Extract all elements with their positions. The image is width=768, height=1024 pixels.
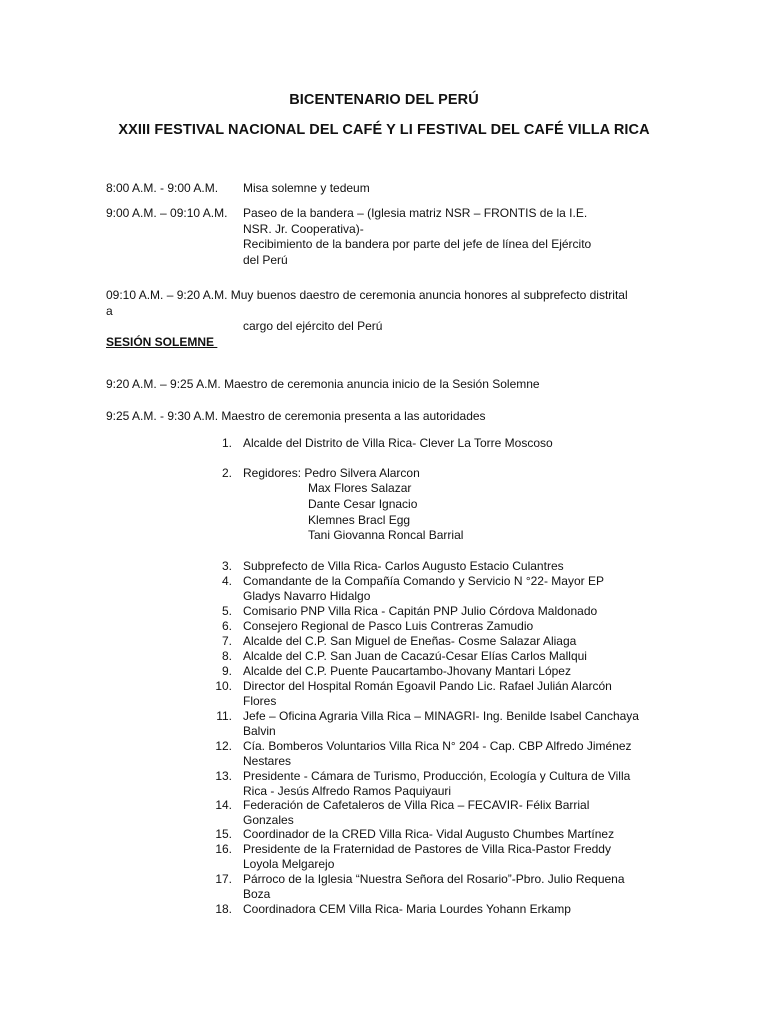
list-text: Coordinador de la CRED Villa Rica- Vidal Augusto Chumbes Martínez [243,827,615,841]
regidor-name: Klemnes Bracl Egg [308,513,411,527]
list-number: 5. [221,604,232,618]
list-number: 12. [215,739,232,753]
list-text: Gonzales [243,813,294,827]
document-subtitle: XXIII FESTIVAL NACIONAL DEL CAFÉ Y LI FESTIVAL DEL CAFÉ VILLA RICA [118,122,650,138]
list-text: Balvin [243,724,276,738]
schedule-time: 8:00 A.M. - 9:00 A.M. [106,181,219,195]
list-text: Rica - Jesús Alfredo Ramos Paquiyauri [243,784,452,798]
list-text: Cía. Bomberos Voluntarios Villa Rica N° 204 - Cap. CBP Alfredo Jiménez [243,739,632,753]
document-title: BICENTENARIO DEL PERÚ [289,92,479,108]
regidor-name: Dante Cesar Ignacio [308,497,418,511]
list-text: Comandante de la Compañía Comando y Servicio N °22- Mayor EP [243,574,604,588]
list-number: 2. [221,466,232,480]
list-text: Jefe – Oficina Agraria Villa Rica – MINAGRI- Ing. Benilde Isabel Canchaya [243,709,639,723]
list-text: Alcalde del C.P. Puente Paucartambo-Jhovany Mantari López [243,664,571,678]
list-text: Comisario PNP Villa Rica - Capitán PNP Julio Córdova Maldonado [243,604,598,618]
list-number: 7. [221,634,232,648]
list-text: Boza [243,887,271,901]
list-number: 3. [221,559,232,573]
list-number: 4. [221,574,232,588]
schedule-wrap: a [106,303,113,318]
list-number: 16. [215,842,232,856]
list-text: Alcalde del C.P. San Miguel de Eneñas- Cosme Salazar Aliaga [243,634,577,648]
list-text: Consejero Regional de Pasco Luis Contreras Zamudio [243,619,534,633]
list-text: Presidente de la Fraternidad de Pastores de Villa Rica-Pastor Freddy [243,842,611,856]
list-text: Regidores: Pedro Silvera Alarcon [243,466,420,480]
schedule-desc: del Perú [243,252,288,267]
list-text: Alcalde del Distrito de Villa Rica- Clever La Torre Moscoso [243,436,553,450]
list-number: 10. [215,679,232,693]
schedule-desc: Paseo de la bandera – (Iglesia matriz NSR – FRONTIS de la I.E. [243,206,588,220]
list-number: 13. [215,769,232,783]
list-number: 17. [215,872,232,886]
regidor-name: Max Flores Salazar [308,481,412,495]
list-number: 1. [221,436,232,450]
list-text: Coordinadora CEM Villa Rica- Maria Lourdes Yohann Erkamp [243,902,571,916]
list-number: 11. [216,709,232,723]
list-number: 18. [215,902,232,916]
schedule-desc: cargo del ejército del Perú [243,319,383,333]
schedule-text: 9:25 A.M. - 9:30 A.M. Maestro de ceremonia presenta a las autoridades [106,409,486,423]
list-number: 8. [221,649,232,663]
list-number: 15. [215,827,232,841]
schedule-desc: NSR. Jr. Cooperativa)- [243,221,364,236]
list-text: Párroco de la Iglesia “Nuestra Señora del Rosario”-Pbro. Julio Requena [243,872,625,886]
list-text: Subprefecto de Villa Rica- Carlos Augusto Estacio Culantres [243,559,564,573]
list-text: Nestares [243,754,292,768]
schedule-desc: Recibimiento de la bandera por parte del jefe de línea del Ejército [243,237,592,251]
list-text: Loyola Melgarejo [243,857,335,871]
list-number: 14. [215,798,232,812]
regidor-name: Tani Giovanna Roncal Barrial [308,528,464,542]
section-heading: SESIÓN SOLEMNE [106,335,218,349]
list-text: Presidente - Cámara de Turismo, Producción, Ecología y Cultura de Villa [243,769,631,783]
schedule-desc: Misa solemne y tedeum [243,181,370,195]
list-text: Federación de Cafetaleros de Villa Rica – FECAVIR- Félix Barrial [243,798,590,812]
list-text: Alcalde del C.P. San Juan de Cacazú-Cesar Elías Carlos Mallqui [243,649,587,663]
list-text: Gladys Navarro Hidalgo [243,589,371,603]
schedule-text: 9:20 A.M. – 9:25 A.M. Maestro de ceremonia anuncia inicio de la Sesión Solemne [106,377,540,391]
schedule-time: 09:10 A.M. – 9:20 A.M. Muy buenos daestro de ceremonia anuncia honores al subprefecto distrital [106,288,628,302]
list-number: 9. [221,664,232,678]
list-text: Director del Hospital Román Egoavil Pando Lic. Rafael Julián Alarcón [243,679,612,693]
schedule-time: 9:00 A.M. – 09:10 A.M. [106,206,228,220]
list-number: 6. [221,619,232,633]
list-text: Flores [243,694,277,708]
